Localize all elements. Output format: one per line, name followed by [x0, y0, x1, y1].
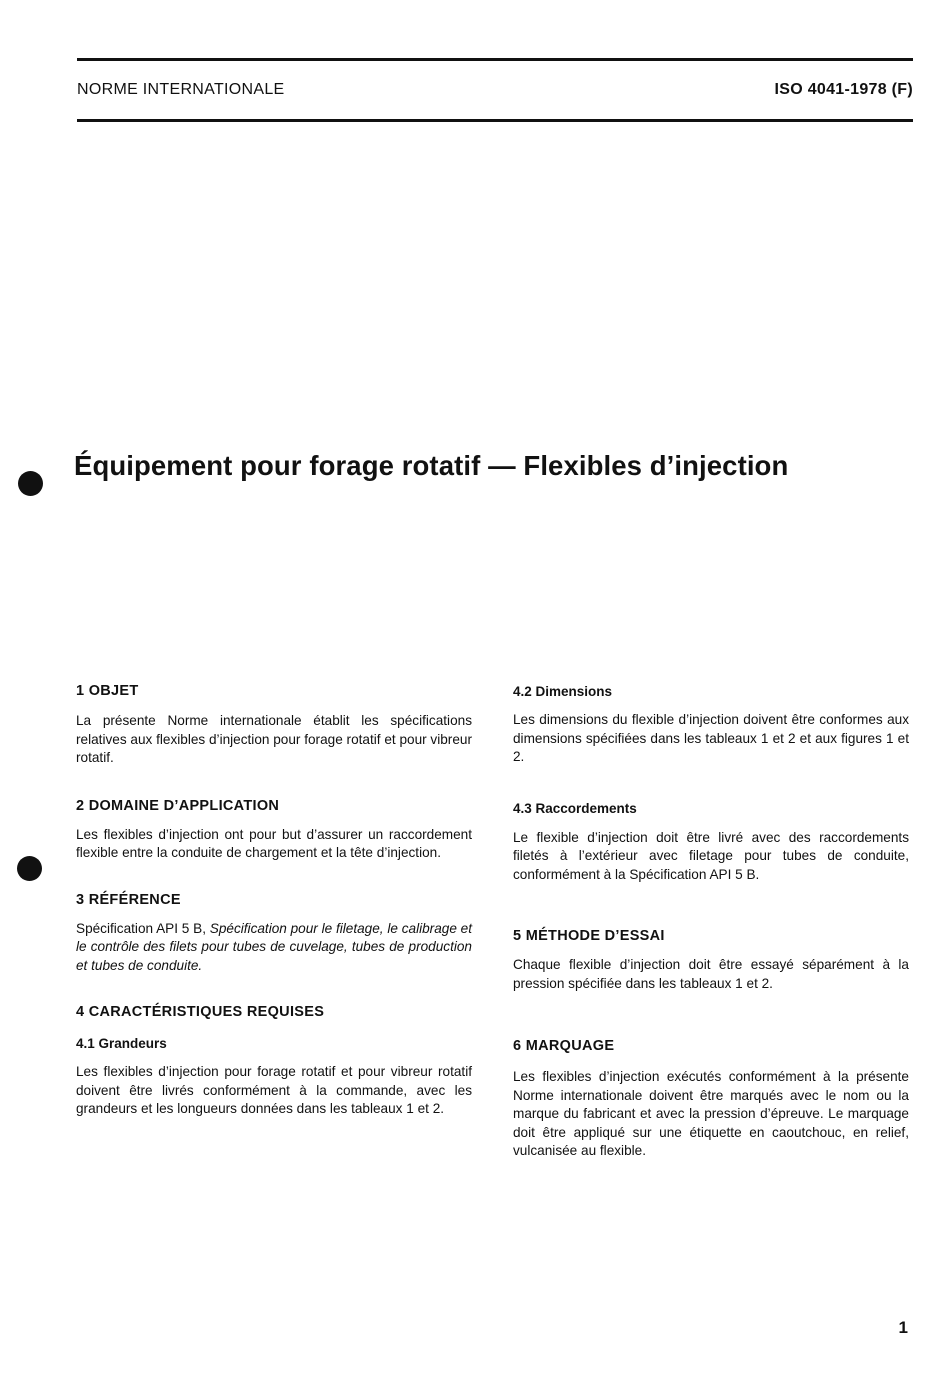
section-4-2-heading: 4.2 Dimensions — [513, 684, 613, 699]
section-4-3-heading: 4.3 Raccordements — [513, 800, 637, 816]
margin-bullet-mark — [18, 471, 43, 496]
document-title: Équipement pour forage rotatif — Flexibles d’injection — [74, 450, 789, 481]
section-6-text: Les flexibles d’injection exécutés conformément à la présente Norme internationale doivent être marqués avec le nom ou la marque du fabricant et avec la pression d’épreuve. Le marquage doit être appliqué sur une étiquette en caoutchouc, en relief, vulcanisée au flexible. — [513, 1069, 909, 1158]
section-3-text-prefix: Spécification API 5 B, — [76, 920, 206, 936]
section-3-heading: 3 RÉFÉRENCE — [76, 891, 181, 908]
page-number: 1 — [898, 1318, 908, 1337]
section-5-text: Chaque flexible d’injection doit être essayé séparément à la pression spécifiée dans les tableaux 1 et 2. — [513, 957, 909, 991]
section-1-heading: 1 OBJET — [76, 683, 139, 699]
left-column — [76, 683, 472, 1119]
section-3-text — [76, 920, 472, 976]
margin-bullet-mark — [17, 856, 42, 881]
section-4-heading: 4 CARACTÉRISTIQUES REQUISES — [76, 1004, 325, 1020]
header-bottom-rule — [77, 119, 913, 122]
section-2-heading: 2 DOMAINE D’APPLICATION — [76, 797, 280, 814]
section-3-text-italic: Spécification pour le filetage, le calibrage et le contrôle des filets pour tubes de cuvelage, tubes de production et tubes de conduite. — [76, 920, 472, 973]
right-column — [513, 683, 909, 1161]
section-1-text: La présente Norme internationale établit les spécifications relatives aux flexibles d’injection pour forage rotatif et pour vibreur rotatif. — [76, 713, 472, 765]
section-4-1-heading: 4.1 Grandeurs — [76, 1036, 167, 1051]
standard-reference: ISO 4041-1978 (F) — [774, 81, 913, 98]
header-top-rule — [77, 58, 913, 61]
section-5-heading: 5 MÉTHODE D’ESSAI — [513, 928, 665, 944]
section-4-1-text: Les flexibles d’injection pour forage rotatif et pour vibreur rotatif doivent être livrés conformément à la commande, avec les grandeurs et les longueurs données dans les tableaux 1 et 2. — [76, 1064, 472, 1116]
section-6-heading: 6 MARQUAGE — [513, 1038, 615, 1054]
section-4-2-text: Les dimensions du flexible d’injection doivent être conformes aux dimensions spécifiées dans les tableaux 1 et 2 et aux figures 1 et 2. — [513, 712, 909, 764]
section-2-text: Les flexibles d’injection ont pour but d’assurer un raccordement flexible entre la conduite de chargement et la tête d’injection. — [76, 826, 472, 860]
document-type: NORME INTERNATIONALE — [77, 81, 285, 98]
section-4-3-text: Le flexible d’injection doit être livré avec des raccordements filetés à l’extérieur avec filetage pour tubes de conduite, conformément à la Spécification API 5 B. — [513, 829, 909, 882]
